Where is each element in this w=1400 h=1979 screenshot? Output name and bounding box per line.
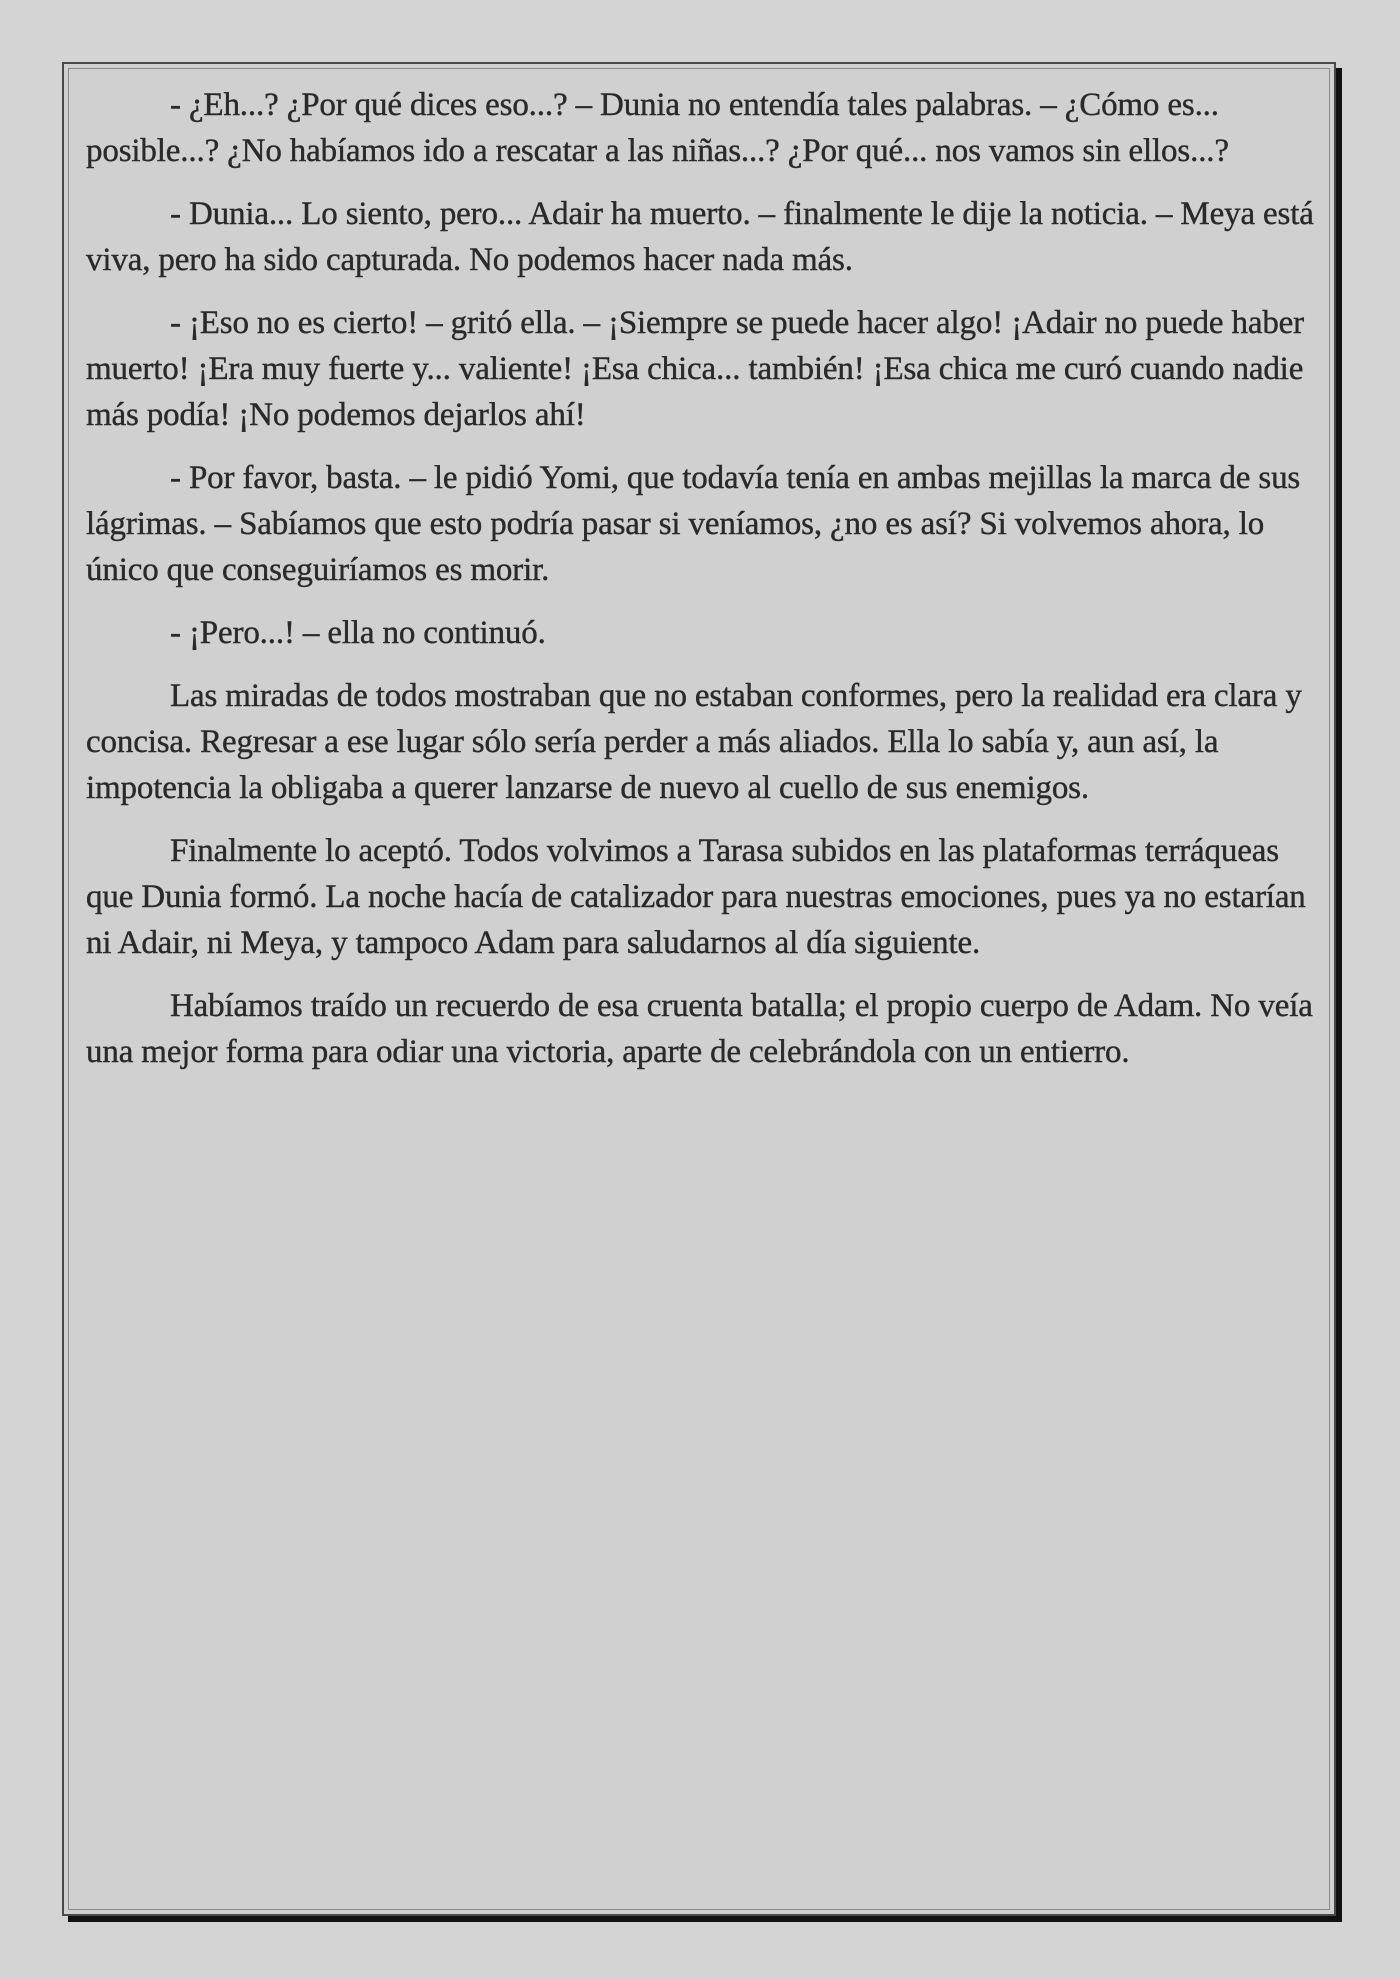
paragraph-5: - ¡Pero...! – ella no continuó. bbox=[170, 615, 546, 651]
paragraph-4: - Por favor, basta. – le pidió Yomi, que todavía tenía en ambas mejillas la marca de sus lágrimas. – Sabíamos que esto podría pasar si veníamos, ¿no es así? Si volvemos ahora, lo único que conseguiríamos es morir. bbox=[86, 460, 1301, 588]
paragraph-3: - ¡Eso no es cierto! – gritó ella. – ¡Siempre se puede hacer algo! ¡Adair no puede haber muerto! ¡Era muy fuerte y... valiente! ¡Esa chica... también! ¡Esa chica me curó cuando nadie más podía! ¡No podemos dejarlos ahí! bbox=[86, 305, 1305, 433]
paragraph-8: Habíamos traído un recuerdo de esa cruenta batalla; el propio cuerpo de Adam. No veía una mejor forma para odiar una victoria, aparte de celebrándola con un entierro. bbox=[86, 988, 1313, 1070]
paragraph-1: - ¿Eh...? ¿Por qué dices eso...? – Dunia no entendía tales palabras. – ¿Cómo es... posible...? ¿No habíamos ido a rescatar a las niñas...? ¿Por qué... nos vamos sin ellos...? bbox=[86, 87, 1229, 169]
document-page bbox=[62, 62, 1336, 1916]
paragraph-7: Finalmente lo aceptó. Todos volvimos a Tarasa subidos en las plataformas terráqueas que Dunia formó. La noche hacía de catalizador para nuestras emociones, pues ya no estarían ni Adair, ni Meya, y tampoco Adam para saludarnos al día siguiente. bbox=[86, 833, 1306, 961]
document-body bbox=[86, 82, 1314, 1092]
paragraph-6: Las miradas de todos mostraban que no estaban conformes, pero la realidad era clara y concisa. Regresar a ese lugar sólo sería perder a más aliados. Ella lo sabía y, aun así, la impotencia la obligaba a querer lanzarse de nuevo al cuello de sus enemigos. bbox=[86, 678, 1302, 806]
paragraph-2: - Dunia... Lo siento, pero... Adair ha muerto. – finalmente le dije la noticia. – Meya está viva, pero ha sido capturada. No podemos hacer nada más. bbox=[86, 196, 1314, 278]
